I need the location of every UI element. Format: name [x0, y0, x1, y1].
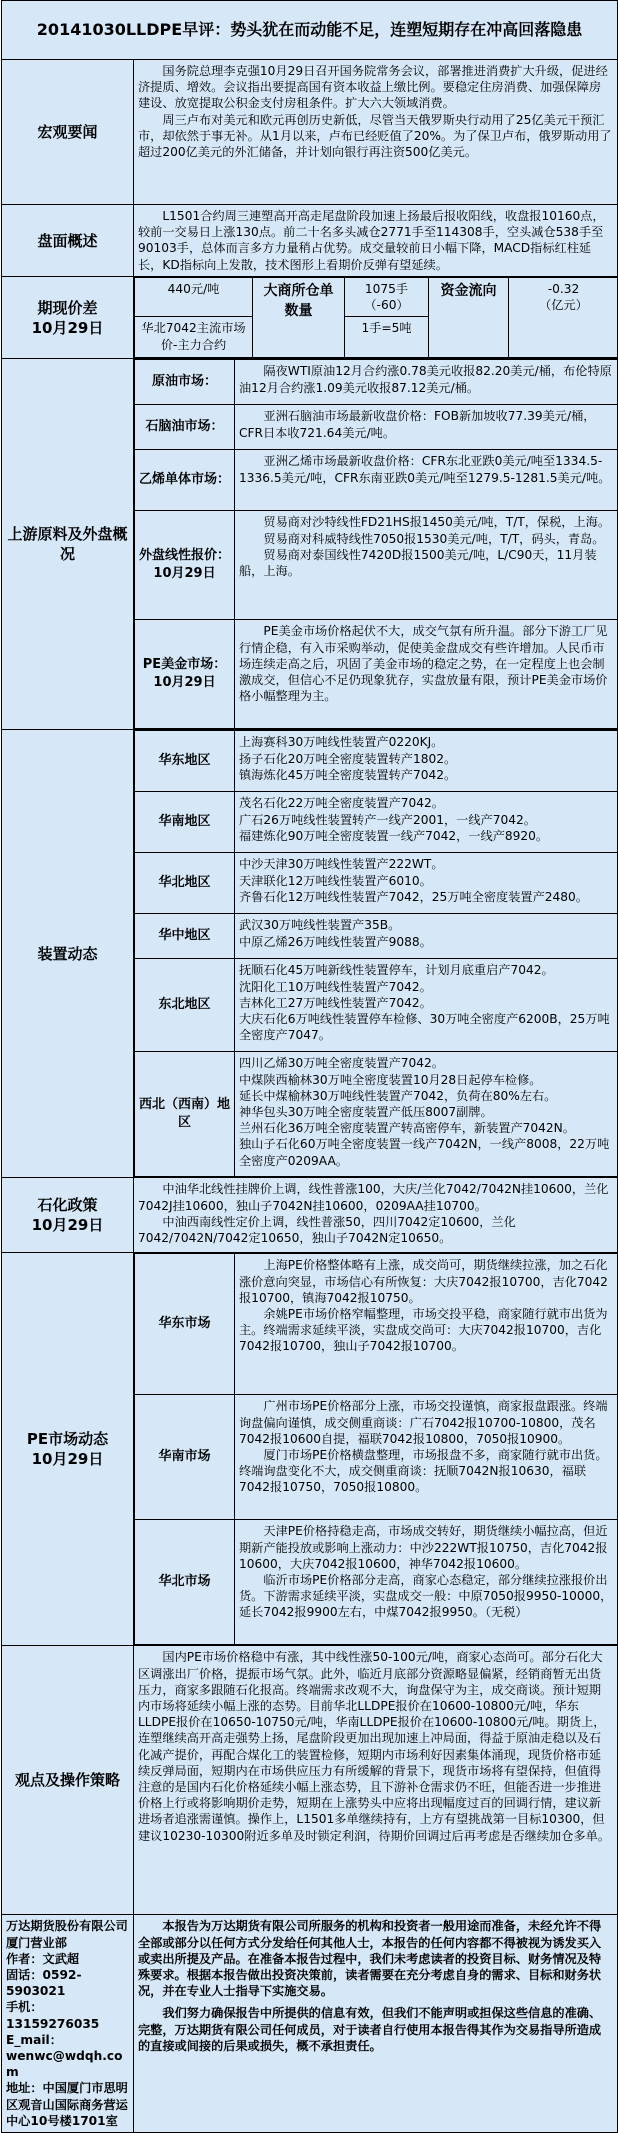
ethylene-text: [235, 450, 618, 511]
region-northeast-lines: [235, 959, 618, 1052]
pe-region: [135, 1395, 618, 1520]
pe-usd-label: [135, 620, 235, 729]
futures-label: [2, 277, 134, 359]
pe-para: 广州市场PE价格部分上涨，市场交投谨慎，商家报盘跟涨。终端询盘偏向谨慎，成交侧重商谈：广石7042报10700-10800，茂名7042报10600自提，福联7042报10800，7050报10900。: [239, 1399, 608, 1446]
device-line: 齐鲁石化12万吨线性装置产7042，25万吨全密度装置产2480。: [239, 889, 588, 904]
device-line: 天津联化12万吨线性装置产6010。: [239, 873, 432, 888]
offshore-text: [235, 511, 618, 620]
ethylene-label: 乙烯单体市场：: [135, 450, 235, 511]
pe-para: 天津PE价格持稳走高，市场成交转好，期货继续小幅拉高，但近期新产能投放或影响上涨动力：中沙222WT报10750，吉化7042报10600，大庆7042报10600，神华7042报10600。: [239, 1524, 608, 1571]
upstream-item: [135, 405, 618, 450]
upstream-table: [134, 359, 618, 729]
futures-table: [134, 277, 618, 358]
fund-label: 资金流向: [429, 278, 509, 358]
upstream-item: [135, 450, 618, 511]
macro-para-1: 国务院总理李克强10月29日召开国务院常务会议，部署推进消费扩大升级，促进经济提质、增效。会议指出要提高国有资本收益上缴比例。要稳定住房消费、加强保障房建设、放宽提取公积金支付房租条件。扩大六大领域消费。: [138, 64, 608, 111]
crude-text: [235, 360, 618, 405]
offshore-label: [135, 511, 235, 620]
device-region: [135, 792, 618, 853]
policy-content: [134, 1178, 618, 1253]
pe-para: 余姚PE市场价格窄幅整理，市场交投平稳，商家随行就市出货为主。终端需求延续平淡，实盘成交尚可：大庆7042报10700，吉化7042报10700，独山子7042报10700。: [239, 1307, 608, 1354]
upstream-label: 上游原料及外盘概况: [2, 359, 134, 730]
pe-row: [2, 1253, 618, 1646]
device-line: 延长中煤榆林30万吨线性装置产7042，负荷在80%左右。: [239, 1088, 557, 1103]
devices-row: [2, 730, 618, 1178]
policy-row: [2, 1178, 618, 1253]
region-central: 华中地区: [135, 914, 235, 959]
policy-para-1: 中油华北线性挂牌价上调，线性普涨100，大庆/兰化7042/7042N挂10600，兰化7042J挂10600，独山子7042N挂10600，0209AA挂10700。: [138, 1182, 609, 1213]
pe-para: 厦门市场PE价格横盘整理，市场报盘不多，商家随行就市出货。终端询盘变化不大，成交侧重商谈：抚顺7042N报10630，福联7042报10750，7050报10800。: [239, 1448, 608, 1495]
pe-para: 上海PE价格整体略有上涨，成交尚可，期货继续拉涨，加之石化涨价意向突显，市场信心有所恢复：大庆7042报10700，吉化7042报10700，镇海7042报10750。: [239, 1258, 608, 1305]
macro-label: 宏观要闻: [2, 60, 134, 205]
device-region: [135, 914, 618, 959]
footer-row: [2, 1915, 618, 2133]
pe-label-1: PE市场动态: [26, 1430, 109, 1449]
pe-north-text: [235, 1520, 618, 1645]
region-central-lines: [235, 914, 618, 959]
disclaimer-para-2: 我们努力确保报告中所提供的信息有效，但我们不能声明或担保这些信息的准确、完整，万达期货有限公司任何成员，对于读者自行使用本报告得其作为交易指导所造成的直接或间接的后果或损失，概不承担责任。: [138, 2006, 602, 2053]
pe-region: [135, 1520, 618, 1645]
region-east: 华东地区: [135, 731, 235, 792]
pe-table: [134, 1253, 618, 1645]
region-south-lines: [235, 792, 618, 853]
strategy-label: 观点及操作策略: [2, 1646, 134, 1915]
address: 地址：中国厦门市思明区观音山国际商务营运中心10号楼1701室: [6, 2081, 128, 2128]
email-label: E_mail：: [6, 2032, 62, 2047]
policy-label: [2, 1178, 134, 1253]
upstream-item: [135, 511, 618, 620]
disclaimer-para-1: 本报告为万达期货有限公司所服务的机构和投资者一般用途而准备，未经允许不得全部或部分以任何方式分发给任何其他人士，本报告的任何内容都不得被视为诱发买入或卖出所提及产品。在准备本报告过程中，我们未考虑读者的投资目标、财务情况及特殊要求。根据本报告做出投资决策前，读者需要在充分考虑自身的需求、目标和财务状况，并在专业人士指导下实施交易。: [138, 1919, 602, 1999]
crude-para: 隔夜WTI原油12月合约涨0.78美元收报82.20美元/桶，布伦特原油12月合约涨1.09美元收报87.12美元/桶。: [239, 364, 612, 395]
futures-row: [2, 277, 618, 359]
offshore-para-2: 贸易商对科威特线性7050报1530美元/吨，T/T，码头，青岛。: [263, 531, 605, 546]
futures-content: [134, 277, 618, 359]
market-text: L1501合约周三連塑高开高走尾盘阶段加速上扬最后报收阳线，收盘报10160点，较前一交易日上涨130点。前二十名多头减仓2771手至114308手，空头减仓538手至90103手，总体而言多方力量稍占优势。成交量较前日小幅下降，MACD指标红柱延长，KD指标向上发散，技术图形上看期价反弹有望延续。: [138, 209, 605, 272]
region-east-lines: [235, 731, 618, 792]
device-line: 福建炼化90万吨全密度装置一线产7042，一线产8920。: [239, 828, 549, 843]
upstream-row: [2, 359, 618, 730]
region-south: 华南地区: [135, 792, 235, 853]
warehouse-label: 大商所仓单数量: [253, 278, 345, 358]
device-line: 茂名石化22万吨全密度装置产7042。: [239, 796, 444, 811]
region-northeast: 东北地区: [135, 959, 235, 1052]
strategy-row: [2, 1646, 618, 1915]
macro-row: [2, 60, 618, 205]
pe-region: [135, 1254, 618, 1395]
policy-label-1: 石化政策: [37, 1196, 98, 1215]
macro-content: [134, 60, 618, 205]
pe-usd-date: 10月29日: [153, 675, 216, 691]
market-row: [2, 205, 618, 277]
device-line: 中原乙烯26万吨线性装置产9088。: [239, 934, 432, 949]
contact-info: [2, 1915, 134, 2133]
device-line: 兰州石化36万吨全密度装置产转高密停车，新装置产7042N。: [239, 1121, 575, 1136]
devices-content: [134, 730, 618, 1178]
warehouse-note: 1手=5吨: [345, 317, 429, 358]
pe-east-text: [235, 1254, 618, 1395]
futures-label-2: 10月29日: [31, 318, 104, 337]
offshore-para-3: 贸易商对泰国线性7420D报1500美元/吨，L/C90天，11月装船，上海。: [239, 547, 597, 579]
upstream-item: [135, 620, 618, 729]
device-line: 广石26万吨线性装置转产一线产2001，一线产7042。: [239, 812, 536, 827]
naphtha-label: 石脑油市场：: [135, 405, 235, 450]
email-link[interactable]: wenwc@wdqh.com: [6, 2049, 123, 2080]
device-line: 中沙天津30万吨线性装置产222WT。: [239, 857, 444, 872]
market-label: 盘面概述: [2, 205, 134, 277]
devices-table: [134, 730, 618, 1177]
strategy-content: [134, 1646, 618, 1915]
device-line: 独山子石化60万吨全密度装置一线产7042N，一线产8008，22万吨全密度产0209AA。: [239, 1137, 610, 1168]
pe-south-label: 华南市场: [135, 1395, 235, 1520]
fund-cell: [509, 278, 618, 358]
report-title: 20141030LLDPE早评：势头犹在而动能不足，连塑短期存在冲高回落隐患: [2, 1, 618, 60]
phone: 固话：0592-5903021: [6, 1968, 82, 1999]
pe-label: [2, 1253, 134, 1646]
offshore-para-1: 贸易商对沙特线性FD21HS报1450美元/吨，T/T，保税，上海。: [263, 515, 611, 530]
basis-note: 华北7042主流市场价-主力合约: [135, 317, 253, 358]
device-line: 神华包头30万吨全密度装置产低压8007副牌。: [239, 1105, 493, 1120]
device-line: 上海赛科30万吨线性装置产0220KJ。: [239, 735, 444, 750]
pe-para: 临沂市场PE价格部分走高，商家心态稳定，部分继续拉涨报价出货。下游需求延续平淡，实盘成交一般：中原7050报9950-10000，延长7042报9900左右，中煤7042报9950。（无税）: [239, 1573, 613, 1620]
device-region: [135, 959, 618, 1052]
pe-east-label: 华东市场: [135, 1254, 235, 1395]
region-northwest: 西北（西南）地区: [135, 1052, 235, 1177]
devices-label: 装置动态: [2, 730, 134, 1178]
device-region: [135, 1052, 618, 1177]
device-line: 抚顺石化45万吨新线性装置停车，计划月底重启产7042。: [239, 963, 554, 978]
strategy-text: 国内PE市场价格稳中有涨，其中线性涨50-100元/吨，商家心态尚可。部分石化大区调涨出厂价格，提振市场气氛。此外，临近月底部分资源略显偏紧，经销商暂无出货压力，商家多跟随石化报高。终端需求改观不大，询盘保守为主，成交商谈。预计短期内市场将延续小幅上涨的态势。目前华北LLDPE报价在10600-10800元/吨，华东LLDPE报价在10650-10750元/吨，华南LLDPE报价在10600-10800元/吨。期货上，连塑继续高开高走强势上扬，尾盘阶段更加出现加速上冲局面，得益于原油走稳以及石化减产提价，再配合煤化工的装置检修，短期内市场利好因素集体涌现，现货价格市延续反弹局面，短期内在市场供应压力有所缓解的背景下，现货市场将有望保持，但值得注意的是国内石化价格延续小幅上涨态势，且下游补仓需求仍不旺，但能否进一步推进价格上行或将影响期价走势，短期在上涨势头中应将出现幅度过百的回调行情，建议新进场者追涨需谨慎。操作上，L1501多单继续持有，上方有望挑战第一目标10300，但建议10230-10300附近多单及时锁定利润，待期价回调过后再考虑是否继续加仓多单。: [138, 1650, 610, 1843]
policy-para-2: 中油西南线性定价上调，线性普涨50，四川7042定10600，兰化7042/7042N/7042定10650，独山子7042N定10650。: [138, 1214, 516, 1246]
pe-south-text: [235, 1395, 618, 1520]
macro-para-2: 周三卢布对美元和欧元再创历史新低，尽管当天俄罗斯央行动用了25亿美元干预汇市，却依然于事无补。从1月以来，卢布已经贬值了20%。为了保卫卢布，俄罗斯动用了超过200亿美元的外汇储备，并计划向银行再注资500亿美元。: [138, 112, 612, 160]
pe-usd-text: [235, 620, 618, 729]
pe-usd-name: PE美金市场：: [142, 657, 227, 673]
mobile: 手机：13159276035: [6, 2000, 100, 2031]
naphtha-text: [235, 405, 618, 450]
warehouse-value: 1075手（-60）: [345, 278, 429, 317]
policy-label-2: 10月29日: [31, 1216, 104, 1235]
crude-label: 原油市场：: [135, 360, 235, 405]
pe-north-label: 华北市场: [135, 1520, 235, 1645]
device-line: 武汉30万吨线性装置产35B。: [239, 918, 401, 933]
futures-label-1: 期现价差: [37, 298, 98, 317]
device-line: 扬子石化20万吨全密度装置转产1802。: [239, 751, 457, 766]
device-line: 大庆石化6万吨线性装置停车检修、30万吨全密度产6200B，25万吨全密度产7047。: [239, 1012, 610, 1043]
region-north: 华北地区: [135, 853, 235, 914]
offshore-date: 10月29日: [153, 566, 216, 582]
fund-unit: （亿元）: [539, 298, 588, 313]
fund-value: -0.32: [547, 282, 580, 296]
market-content: [134, 205, 618, 277]
company-name: 万达期货股份有限公司厦门营业部: [6, 1919, 128, 1950]
ethylene-para: 亚洲乙烯市场最新收盘价格：CFR东北亚跌0美元/吨至1334.5-1336.5美元/吨，CFR东南亚跌0美元/吨至1279.5-1281.5美元/吨。: [239, 454, 611, 485]
device-line: 镇海炼化45万吨全密度装置转产7042。: [239, 767, 457, 782]
disclaimer: [134, 1915, 618, 2133]
basis-value: 440元/吨: [135, 278, 253, 317]
upstream-item: [135, 360, 618, 405]
region-northwest-lines: [235, 1052, 618, 1177]
device-region: [135, 853, 618, 914]
naphtha-para: 亚洲石脑油市场最新收盘价格：FOB新加坡收77.39美元/桶，CFR日本收721.64美元/吨。: [239, 409, 596, 440]
device-line: 沈阳化工10万吨线性装置产7042。: [239, 979, 432, 994]
pe-label-2: 10月29日: [31, 1450, 104, 1469]
region-north-lines: [235, 853, 618, 914]
device-line: 中煤陕西榆林30万吨全密度装置10月28日起停车检修。: [239, 1072, 542, 1087]
offshore-name: 外盘线性报价：: [139, 548, 231, 564]
device-line: 吉林化工27万吨线性装置产7042。: [239, 995, 432, 1010]
device-line: 四川乙烯30万吨全密度装置产7042。: [239, 1056, 444, 1071]
pe-content: [134, 1253, 618, 1646]
upstream-content: [134, 359, 618, 730]
title-row: [2, 1, 618, 60]
report-table: [1, 0, 618, 2133]
author: 作者：文武超: [6, 1951, 80, 1966]
pe-usd-para: PE美金市场价格起伏不大，成交气氛有所升温。部分下游工厂见行情企稳，有入市采购举动，促使美金盘成交有些许增加。人民币市场连续走高之后，巩固了美金市场的稳定之势，在一定程度上也会制激成交，但信心不足仍现象犹存，实盘放量有限，预计PE美金市场价格小幅整理为主。: [239, 624, 608, 704]
device-region: [135, 731, 618, 792]
